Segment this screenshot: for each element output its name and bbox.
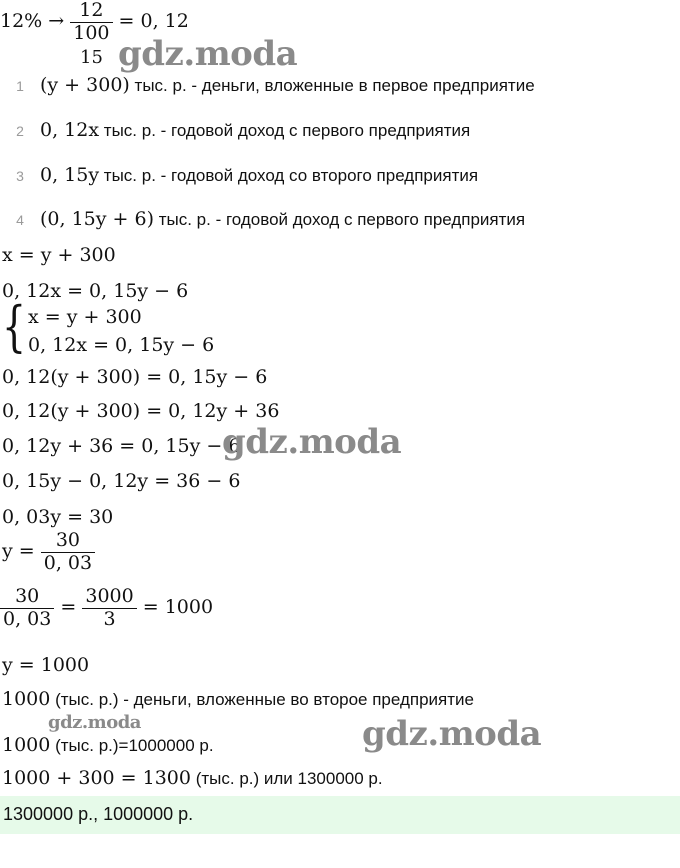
note-1-math: 1000 (2, 688, 51, 710)
note-3-text: (тыс. р.) или 1300000 р. (190, 769, 383, 788)
equation-5: 0, 12y + 36 = 0, 15y − 6 (2, 435, 241, 457)
equation-4: 0, 12(y + 300) = 0, 12y + 36 (2, 400, 280, 422)
fraction-a-denominator: 0, 03 (3, 607, 52, 630)
list-item-number: 2 (16, 123, 24, 139)
list-item-math: 0, 15y (40, 164, 100, 186)
fraction-chain-line (0, 586, 213, 631)
note-1-text: (тыс. р.) - деньги, вложенные во второе предприятие (50, 690, 474, 709)
fraction-b-denominator: 3 (103, 607, 116, 630)
system-line-1: x = y + 300 (28, 306, 142, 328)
list-item (0, 164, 478, 186)
list-item-math: 0, 12x (40, 119, 100, 141)
fraction-a (0, 586, 54, 631)
header-percent: 12% → (0, 9, 71, 32)
equation-8: y = 1000 (2, 654, 90, 676)
fraction-b-numerator: 3000 (82, 586, 136, 609)
header-partial: 15 (80, 47, 103, 68)
watermark: gdz.moda (118, 34, 298, 74)
equation-7: 0, 03y = 30 (2, 506, 114, 528)
y-fraction-numerator: 30 (41, 530, 95, 553)
watermark: gdz.moda (362, 714, 542, 754)
list-item (0, 119, 470, 141)
system-line-2: 0, 12x = 0, 15y − 6 (28, 334, 215, 356)
fraction-result: = 1000 (136, 595, 214, 618)
note-2-math: 1000 (2, 734, 51, 756)
watermark: gdz.moda (222, 422, 402, 462)
equation-1: x = y + 300 (2, 244, 116, 266)
system-brace: { (2, 295, 27, 358)
fraction-a-numerator: 30 (0, 586, 54, 609)
note-2 (2, 734, 214, 756)
header-fraction-denominator: 100 (73, 21, 110, 44)
watermark: gdz.moda (48, 712, 141, 733)
list-item-math: (y + 300) (40, 74, 130, 96)
header-result: = 0, 12 (112, 9, 189, 32)
list-item-number: 4 (16, 212, 24, 228)
y-fraction (41, 530, 95, 575)
note-3 (2, 767, 383, 789)
list-item (0, 208, 525, 230)
list-item-text: тыс. р. - годовой доход с первого предприятия (154, 210, 526, 229)
list-item-math: (0, 15y + 6) (40, 208, 154, 230)
fraction-equals: = (54, 595, 83, 618)
equation-3: 0, 12(y + 300) = 0, 15y − 6 (2, 366, 268, 388)
note-3-math: 1000 + 300 = 1300 (2, 767, 191, 789)
answer-text: 1300000 р., 1000000 р. (3, 804, 194, 824)
header-fraction (70, 0, 112, 45)
list-item-number: 1 (16, 78, 24, 94)
y-fraction-denominator: 0, 03 (43, 551, 93, 574)
y-fraction-line (2, 530, 95, 575)
note-2-text: (тыс. р.)=1000000 р. (50, 736, 214, 755)
list-item-number: 3 (16, 168, 24, 184)
list-item (0, 74, 535, 96)
list-item-text: тыс. р. - годовой доход с первого предприятия (99, 121, 471, 140)
list-item-text: тыс. р. - годовой доход со второго предприятия (99, 166, 479, 185)
answer-box (0, 796, 680, 834)
equation-6: 0, 15y − 0, 12y = 36 − 6 (2, 470, 241, 492)
header-fraction-numerator: 12 (70, 0, 112, 23)
y-equals: y = (2, 539, 41, 562)
fraction-b (82, 586, 136, 631)
equation-2: 0, 12x = 0, 15y − 6 (2, 280, 189, 302)
note-1 (2, 688, 474, 710)
list-item-text: тыс. р. - деньги, вложенные в первое предприятие (129, 76, 535, 95)
